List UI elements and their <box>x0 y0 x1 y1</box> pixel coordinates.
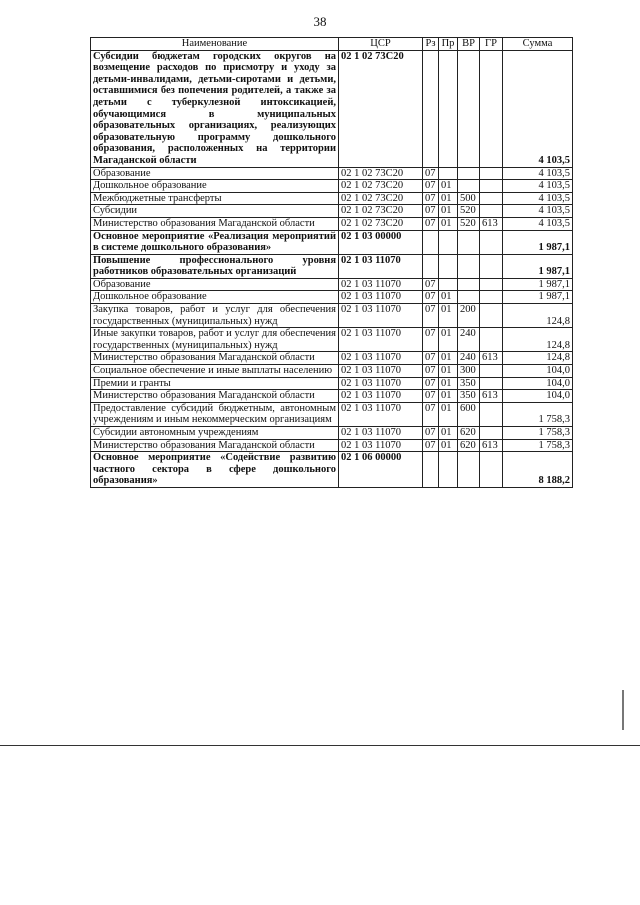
cell-sum: 1 987,1 <box>503 291 573 304</box>
table-row <box>91 230 573 254</box>
cell-csr: 02 1 03 11070 <box>339 427 423 440</box>
table-body <box>91 50 573 487</box>
table-row <box>91 402 573 426</box>
cell-sum: 8 188,2 <box>503 452 573 488</box>
cell-vr <box>458 452 480 488</box>
cell-csr: 02 1 03 11070 <box>339 439 423 452</box>
cell-rz: 07 <box>423 365 439 378</box>
table-row <box>91 452 573 488</box>
cell-sum: 1 758,3 <box>503 427 573 440</box>
cell-pr: 01 <box>439 439 458 452</box>
cell-name: Субсидии бюджетам городских округов на возмещение расходов по присмотру и уходу за детьми-инвалидами, детьми-сиротами и детьми, оставшимися без попечения родителей, а также за детьми с туберкулезной интоксикацией, обучающимися в муниципальных образовательных организациях, реализующих образовательную программу дошкольного образования, расположенных на территории Магаданской области <box>91 50 339 167</box>
cell-rz: 07 <box>423 377 439 390</box>
cell-gr <box>480 278 503 291</box>
cell-csr: 02 1 02 73С20 <box>339 217 423 230</box>
cell-gr: 613 <box>480 390 503 403</box>
cell-csr: 02 1 02 73С20 <box>339 205 423 218</box>
cell-sum: 1 987,1 <box>503 230 573 254</box>
cell-sum: 124,8 <box>503 304 573 328</box>
cell-pr <box>439 167 458 180</box>
cell-rz <box>423 50 439 167</box>
table-row <box>91 328 573 352</box>
table-row <box>91 365 573 378</box>
cell-sum: 124,8 <box>503 352 573 365</box>
cell-gr <box>480 291 503 304</box>
cell-rz: 07 <box>423 205 439 218</box>
cell-gr <box>480 254 503 278</box>
cell-name: Иные закупки товаров, работ и услуг для обеспечения государственных (муниципальных) нужд <box>91 328 339 352</box>
cell-rz: 07 <box>423 291 439 304</box>
cell-pr: 01 <box>439 402 458 426</box>
cell-pr <box>439 452 458 488</box>
cell-csr: 02 1 06 00000 <box>339 452 423 488</box>
cell-rz: 07 <box>423 192 439 205</box>
cell-rz: 07 <box>423 352 439 365</box>
cell-sum: 4 103,5 <box>503 217 573 230</box>
header-rz: Рз <box>423 38 439 51</box>
cell-rz: 07 <box>423 167 439 180</box>
cell-sum: 1 758,3 <box>503 439 573 452</box>
cell-vr <box>458 254 480 278</box>
table-row <box>91 217 573 230</box>
cell-rz: 07 <box>423 439 439 452</box>
cell-name: Дошкольное образование <box>91 291 339 304</box>
cell-name: Межбюджетные трансферты <box>91 192 339 205</box>
cell-sum: 104,0 <box>503 365 573 378</box>
cell-pr: 01 <box>439 291 458 304</box>
cell-sum: 4 103,5 <box>503 50 573 167</box>
cell-vr <box>458 278 480 291</box>
cell-pr <box>439 230 458 254</box>
table-row <box>91 427 573 440</box>
cell-rz: 07 <box>423 217 439 230</box>
cell-name: Премии и гранты <box>91 377 339 390</box>
cell-sum: 4 103,5 <box>503 192 573 205</box>
cell-sum: 104,0 <box>503 377 573 390</box>
cell-rz: 07 <box>423 427 439 440</box>
table-row <box>91 278 573 291</box>
scan-edge-mark <box>622 690 624 730</box>
cell-vr <box>458 167 480 180</box>
cell-pr: 01 <box>439 180 458 193</box>
cell-csr: 02 1 03 11070 <box>339 377 423 390</box>
cell-csr: 02 1 03 11070 <box>339 328 423 352</box>
cell-csr: 02 1 03 11070 <box>339 390 423 403</box>
table-row <box>91 377 573 390</box>
cell-vr: 620 <box>458 427 480 440</box>
table-row <box>91 352 573 365</box>
table-row <box>91 439 573 452</box>
cell-name: Министерство образования Магаданской области <box>91 390 339 403</box>
cell-gr <box>480 427 503 440</box>
cell-gr <box>480 304 503 328</box>
cell-vr: 240 <box>458 352 480 365</box>
cell-vr: 500 <box>458 192 480 205</box>
cell-vr <box>458 230 480 254</box>
cell-csr: 02 1 03 11070 <box>339 402 423 426</box>
cell-vr: 350 <box>458 377 480 390</box>
cell-vr: 240 <box>458 328 480 352</box>
cell-gr <box>480 180 503 193</box>
cell-rz: 07 <box>423 180 439 193</box>
cell-name: Министерство образования Магаданской области <box>91 217 339 230</box>
cell-name: Закупка товаров, работ и услуг для обеспечения государственных (муниципальных) нужд <box>91 304 339 328</box>
cell-rz: 07 <box>423 304 439 328</box>
cell-name: Основное мероприятие «Реализация мероприятий в системе дошкольного образования» <box>91 230 339 254</box>
header-gr: ГР <box>480 38 503 51</box>
header-csr: ЦСР <box>339 38 423 51</box>
cell-pr: 01 <box>439 365 458 378</box>
cell-name: Субсидии <box>91 205 339 218</box>
header-name: Наименование <box>91 38 339 51</box>
cell-pr: 01 <box>439 427 458 440</box>
budget-table <box>90 37 573 488</box>
cell-csr: 02 1 02 73С20 <box>339 192 423 205</box>
cell-gr <box>480 402 503 426</box>
cell-gr <box>480 167 503 180</box>
cell-vr <box>458 291 480 304</box>
table-row <box>91 304 573 328</box>
cell-rz: 07 <box>423 390 439 403</box>
cell-name: Основное мероприятие «Содействие развитию частного сектора в сфере дошкольного образования» <box>91 452 339 488</box>
cell-vr: 350 <box>458 390 480 403</box>
cell-rz: 07 <box>423 278 439 291</box>
cell-vr <box>458 50 480 167</box>
footer-rule <box>0 745 640 746</box>
cell-sum: 124,8 <box>503 328 573 352</box>
cell-gr: 613 <box>480 352 503 365</box>
cell-pr <box>439 278 458 291</box>
cell-vr: 520 <box>458 205 480 218</box>
cell-csr: 02 1 03 11070 <box>339 278 423 291</box>
cell-pr <box>439 254 458 278</box>
cell-sum: 1 758,3 <box>503 402 573 426</box>
cell-rz <box>423 230 439 254</box>
table-row <box>91 180 573 193</box>
header-pr: Пр <box>439 38 458 51</box>
cell-gr <box>480 192 503 205</box>
table-row <box>91 50 573 167</box>
cell-vr <box>458 180 480 193</box>
table-header-row <box>91 38 573 51</box>
cell-vr: 600 <box>458 402 480 426</box>
cell-csr: 02 1 03 00000 <box>339 230 423 254</box>
cell-gr <box>480 328 503 352</box>
cell-pr: 01 <box>439 352 458 365</box>
cell-pr: 01 <box>439 192 458 205</box>
table-row <box>91 192 573 205</box>
cell-name: Субсидии автономным учреждениям <box>91 427 339 440</box>
cell-sum: 104,0 <box>503 390 573 403</box>
table-row <box>91 205 573 218</box>
cell-gr <box>480 230 503 254</box>
table-row <box>91 390 573 403</box>
cell-sum: 1 987,1 <box>503 254 573 278</box>
cell-sum: 4 103,5 <box>503 167 573 180</box>
cell-vr: 520 <box>458 217 480 230</box>
table-row <box>91 254 573 278</box>
cell-csr: 02 1 03 11070 <box>339 365 423 378</box>
cell-gr <box>480 205 503 218</box>
cell-sum: 4 103,5 <box>503 205 573 218</box>
table-row <box>91 167 573 180</box>
cell-gr: 613 <box>480 439 503 452</box>
cell-gr <box>480 50 503 167</box>
page-number: 38 <box>313 14 327 29</box>
cell-pr: 01 <box>439 205 458 218</box>
cell-vr: 620 <box>458 439 480 452</box>
cell-sum: 4 103,5 <box>503 180 573 193</box>
cell-name: Образование <box>91 167 339 180</box>
cell-name: Повышение профессионального уровня работников образовательных организаций <box>91 254 339 278</box>
cell-csr: 02 1 03 11070 <box>339 254 423 278</box>
cell-pr: 01 <box>439 390 458 403</box>
header-sum: Сумма <box>503 38 573 51</box>
cell-csr: 02 1 03 11070 <box>339 304 423 328</box>
cell-gr <box>480 365 503 378</box>
cell-vr: 300 <box>458 365 480 378</box>
cell-vr: 200 <box>458 304 480 328</box>
cell-pr: 01 <box>439 328 458 352</box>
cell-pr: 01 <box>439 377 458 390</box>
cell-name: Дошкольное образование <box>91 180 339 193</box>
cell-csr: 02 1 03 11070 <box>339 352 423 365</box>
header-vr: ВР <box>458 38 480 51</box>
cell-name: Предоставление субсидий бюджетным, автономным учреждениям и иным некоммерческим организациям <box>91 402 339 426</box>
cell-csr: 02 1 02 73С20 <box>339 50 423 167</box>
cell-name: Министерство образования Магаданской области <box>91 439 339 452</box>
cell-rz <box>423 254 439 278</box>
cell-pr: 01 <box>439 304 458 328</box>
cell-gr <box>480 452 503 488</box>
cell-csr: 02 1 03 11070 <box>339 291 423 304</box>
cell-rz: 07 <box>423 402 439 426</box>
cell-pr <box>439 50 458 167</box>
cell-gr: 613 <box>480 217 503 230</box>
cell-gr <box>480 377 503 390</box>
cell-name: Министерство образования Магаданской области <box>91 352 339 365</box>
cell-rz <box>423 452 439 488</box>
cell-pr: 01 <box>439 217 458 230</box>
cell-sum: 1 987,1 <box>503 278 573 291</box>
cell-csr: 02 1 02 73С20 <box>339 180 423 193</box>
cell-csr: 02 1 02 73С20 <box>339 167 423 180</box>
cell-rz: 07 <box>423 328 439 352</box>
cell-name: Образование <box>91 278 339 291</box>
table-row <box>91 291 573 304</box>
cell-name: Социальное обеспечение и иные выплаты населению <box>91 365 339 378</box>
